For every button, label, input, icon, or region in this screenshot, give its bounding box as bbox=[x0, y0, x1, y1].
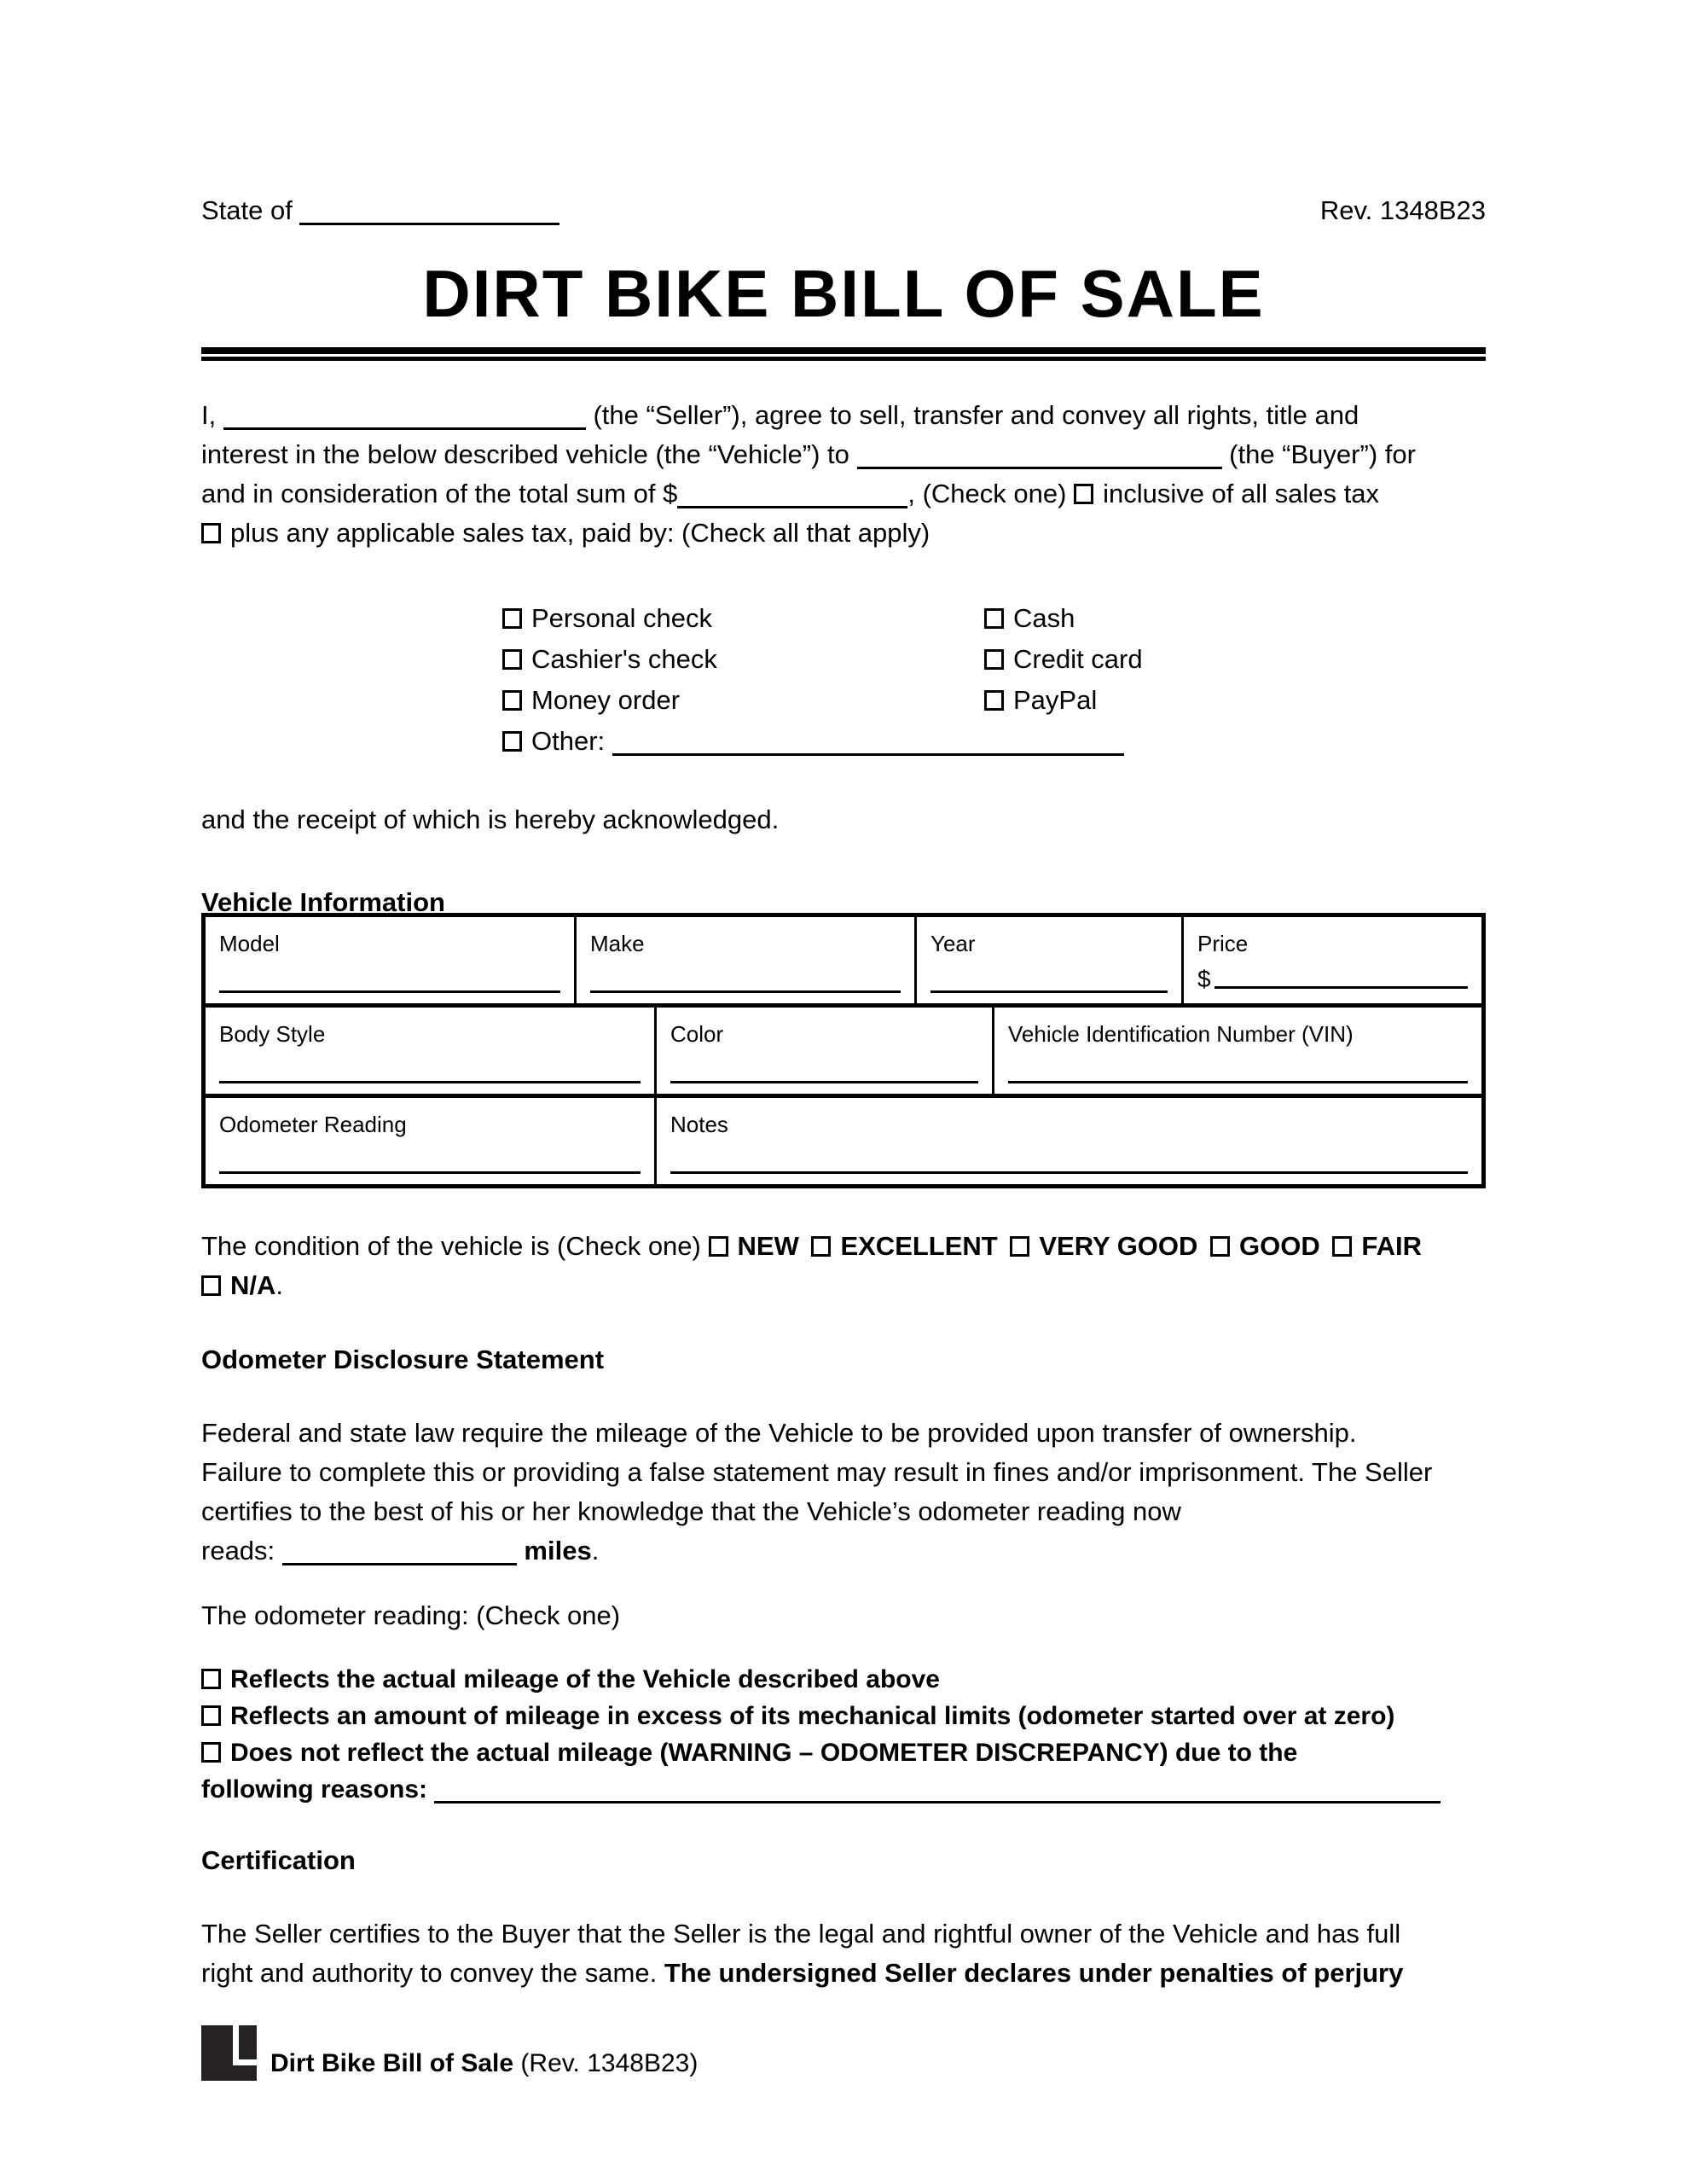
odometer-text-line: Failure to complete this or providing a false statement may result in fines and/or imprisonment. The Seller bbox=[201, 1457, 1433, 1487]
miles-label: miles bbox=[524, 1536, 592, 1565]
other-payment-blank[interactable] bbox=[612, 726, 1124, 756]
certification-text-line: The Seller certifies to the Buyer that the Seller is the legal and rightful owner of the Vehicle and has full bbox=[201, 1919, 1401, 1949]
year-label: Year bbox=[930, 931, 976, 956]
checkbox-actual-mileage[interactable] bbox=[201, 1669, 221, 1689]
condition-lead: The condition of the vehicle is (Check one) bbox=[201, 1231, 701, 1261]
payment-option bbox=[984, 685, 1097, 716]
payment-option bbox=[502, 726, 1124, 757]
condition-option: GOOD bbox=[1239, 1231, 1320, 1261]
state-of-line bbox=[201, 195, 559, 227]
payment-option-label: Other: bbox=[531, 726, 606, 756]
odometer-blank[interactable] bbox=[219, 1171, 641, 1174]
odometer-paragraph bbox=[201, 1414, 1486, 1571]
checkbox-paypal[interactable] bbox=[984, 690, 1004, 711]
checkbox-inclusive-sales-tax[interactable] bbox=[1074, 484, 1093, 504]
footer-revision: (Rev. 1348B23) bbox=[520, 2049, 699, 2077]
odometer-option-label: Does not reflect the actual mileage (WARNING – ODOMETER DISCREPANCY) due to the bbox=[230, 1739, 1298, 1767]
year-blank[interactable] bbox=[930, 990, 1168, 993]
certification-paragraph bbox=[201, 1914, 1486, 1993]
sale-amount-blank[interactable] bbox=[677, 479, 907, 508]
price-cell bbox=[1184, 917, 1481, 1003]
body-style-cell bbox=[206, 1008, 657, 1094]
payment-option bbox=[502, 685, 984, 716]
title-divider bbox=[201, 347, 1486, 361]
certification-text: right and authority to convey the same. bbox=[201, 1958, 658, 1988]
odometer-check-one-line: The odometer reading: (Check one) bbox=[201, 1600, 621, 1630]
payment-option-label: PayPal bbox=[1013, 685, 1098, 715]
payment-option bbox=[984, 603, 1075, 634]
condition-option: FAIR bbox=[1361, 1231, 1423, 1261]
state-blank-line[interactable] bbox=[299, 195, 559, 225]
checkbox-other[interactable] bbox=[502, 731, 522, 752]
intro-text: (the “Seller”), agree to sell, transfer and convey all rights, title and bbox=[593, 400, 1359, 430]
color-label: Color bbox=[670, 1021, 724, 1047]
notes-blank[interactable] bbox=[670, 1171, 1468, 1174]
page-footer bbox=[201, 2025, 698, 2081]
body-style-blank[interactable] bbox=[219, 1081, 641, 1083]
receipt-line: and the receipt of which is hereby acknowledged. bbox=[201, 804, 780, 834]
seller-name-blank[interactable] bbox=[223, 400, 586, 430]
odometer-option-label: following reasons: bbox=[201, 1775, 428, 1804]
checkbox-cash[interactable] bbox=[984, 608, 1004, 629]
odometer-text-line: Federal and state law require the mileage of the Vehicle to be provided upon transfer of ownership. bbox=[201, 1418, 1357, 1448]
checkbox-mileage-excess[interactable] bbox=[201, 1705, 221, 1726]
intro-text: interest in the below described vehicle (the “Vehicle”) to bbox=[201, 439, 849, 469]
checkbox-odometer-discrepancy[interactable] bbox=[201, 1742, 221, 1763]
checkbox-condition-very-good[interactable] bbox=[1010, 1236, 1029, 1257]
checkbox-cashiers-check[interactable] bbox=[502, 649, 522, 670]
miles-period: . bbox=[591, 1536, 600, 1565]
payment-option-label: Credit card bbox=[1013, 644, 1143, 674]
table-row bbox=[206, 1098, 1481, 1184]
vehicle-info-heading: Vehicle Information bbox=[201, 887, 445, 917]
buyer-name-blank[interactable] bbox=[857, 439, 1222, 469]
checkbox-condition-fair[interactable] bbox=[1332, 1236, 1352, 1257]
checkbox-plus-sales-tax[interactable] bbox=[201, 523, 221, 543]
condition-option: NEW bbox=[737, 1231, 799, 1261]
year-cell bbox=[917, 917, 1184, 1003]
color-cell bbox=[657, 1008, 994, 1094]
intro-paragraph bbox=[201, 396, 1486, 553]
condition-option: VERY GOOD bbox=[1039, 1231, 1198, 1261]
model-label: Model bbox=[219, 931, 280, 956]
payment-row bbox=[502, 598, 1568, 639]
logo-l-shape bbox=[233, 2025, 257, 2065]
page-title: DIRT BIKE BILL OF SALE bbox=[422, 256, 1265, 331]
condition-period: . bbox=[275, 1270, 284, 1300]
payment-option bbox=[984, 644, 1143, 675]
odometer-options bbox=[201, 1661, 1532, 1808]
model-blank[interactable] bbox=[219, 990, 560, 993]
vin-cell bbox=[994, 1008, 1481, 1094]
make-blank[interactable] bbox=[590, 990, 901, 993]
footer-text bbox=[270, 2048, 698, 2081]
make-cell bbox=[577, 917, 917, 1003]
condition-option: EXCELLENT bbox=[840, 1231, 998, 1261]
vin-label: Vehicle Identification Number (VIN) bbox=[1008, 1021, 1354, 1047]
condition-option: N/A bbox=[230, 1270, 276, 1300]
footer-doc-title: Dirt Bike Bill of Sale bbox=[270, 2049, 514, 2077]
checkbox-condition-new[interactable] bbox=[709, 1236, 728, 1257]
certification-heading: Certification bbox=[201, 1845, 356, 1875]
payment-row bbox=[502, 721, 1568, 762]
make-label: Make bbox=[590, 931, 645, 956]
odometer-label: Odometer Reading bbox=[219, 1112, 407, 1137]
intro-text: (the “Buyer”) for bbox=[1229, 439, 1416, 469]
body-style-label: Body Style bbox=[219, 1021, 326, 1047]
payment-row bbox=[502, 680, 1568, 721]
condition-paragraph bbox=[201, 1227, 1486, 1305]
notes-label: Notes bbox=[670, 1112, 728, 1137]
reads-label: reads: bbox=[201, 1536, 275, 1565]
checkbox-money-order[interactable] bbox=[502, 690, 522, 711]
odometer-text-line: certifies to the best of his or her knowledge that the Vehicle’s odometer reading now bbox=[201, 1496, 1181, 1526]
table-row bbox=[206, 1008, 1481, 1098]
odometer-option-label: Reflects an amount of mileage in excess of its mechanical limits (odometer started over at zero) bbox=[230, 1702, 1395, 1730]
checkbox-condition-excellent[interactable] bbox=[811, 1236, 831, 1257]
model-cell bbox=[206, 917, 577, 1003]
legal-templates-logo-icon bbox=[201, 2025, 257, 2081]
vehicle-info-table bbox=[201, 913, 1486, 1188]
revision-label: Rev. 1348B23 bbox=[1319, 195, 1486, 225]
intro-text: I, bbox=[201, 400, 217, 430]
color-blank[interactable] bbox=[670, 1081, 978, 1083]
certification-bold-text: The undersigned Seller declares under penalties of perjury bbox=[664, 1958, 1404, 1988]
notes-cell bbox=[657, 1098, 1481, 1184]
discrepancy-reasons-blank[interactable] bbox=[434, 1774, 1441, 1804]
dollar-sign: $ bbox=[1197, 966, 1211, 992]
price-blank[interactable] bbox=[1215, 986, 1468, 989]
checkbox-condition-na[interactable] bbox=[201, 1275, 221, 1296]
odometer-heading: Odometer Disclosure Statement bbox=[201, 1345, 605, 1374]
payment-option bbox=[502, 644, 984, 675]
payment-methods-list bbox=[502, 598, 1568, 762]
odometer-reading-blank[interactable] bbox=[282, 1536, 517, 1565]
payment-option-label: Cashier's check bbox=[531, 644, 717, 674]
intro-text: inclusive of all sales tax bbox=[1103, 479, 1379, 508]
intro-text: plus any applicable sales tax, paid by: (Check all that apply) bbox=[230, 518, 930, 548]
payment-option-label: Cash bbox=[1013, 603, 1075, 633]
price-label: Price bbox=[1197, 931, 1249, 956]
intro-text: and in consideration of the total sum of $ bbox=[201, 479, 678, 508]
checkbox-condition-good[interactable] bbox=[1210, 1236, 1230, 1257]
checkbox-credit-card[interactable] bbox=[984, 649, 1004, 670]
intro-text: , (Check one) bbox=[907, 479, 1067, 508]
page-header bbox=[201, 195, 1486, 227]
table-row bbox=[206, 917, 1481, 1008]
payment-option-label: Personal check bbox=[531, 603, 712, 633]
state-of-label: State of bbox=[201, 195, 293, 225]
checkbox-personal-check[interactable] bbox=[502, 608, 522, 629]
vin-blank[interactable] bbox=[1008, 1081, 1468, 1083]
payment-option-label: Money order bbox=[531, 685, 681, 715]
payment-option bbox=[502, 603, 984, 634]
odometer-cell bbox=[206, 1098, 657, 1184]
odometer-option-label: Reflects the actual mileage of the Vehicle described above bbox=[230, 1665, 940, 1693]
payment-row bbox=[502, 639, 1568, 680]
